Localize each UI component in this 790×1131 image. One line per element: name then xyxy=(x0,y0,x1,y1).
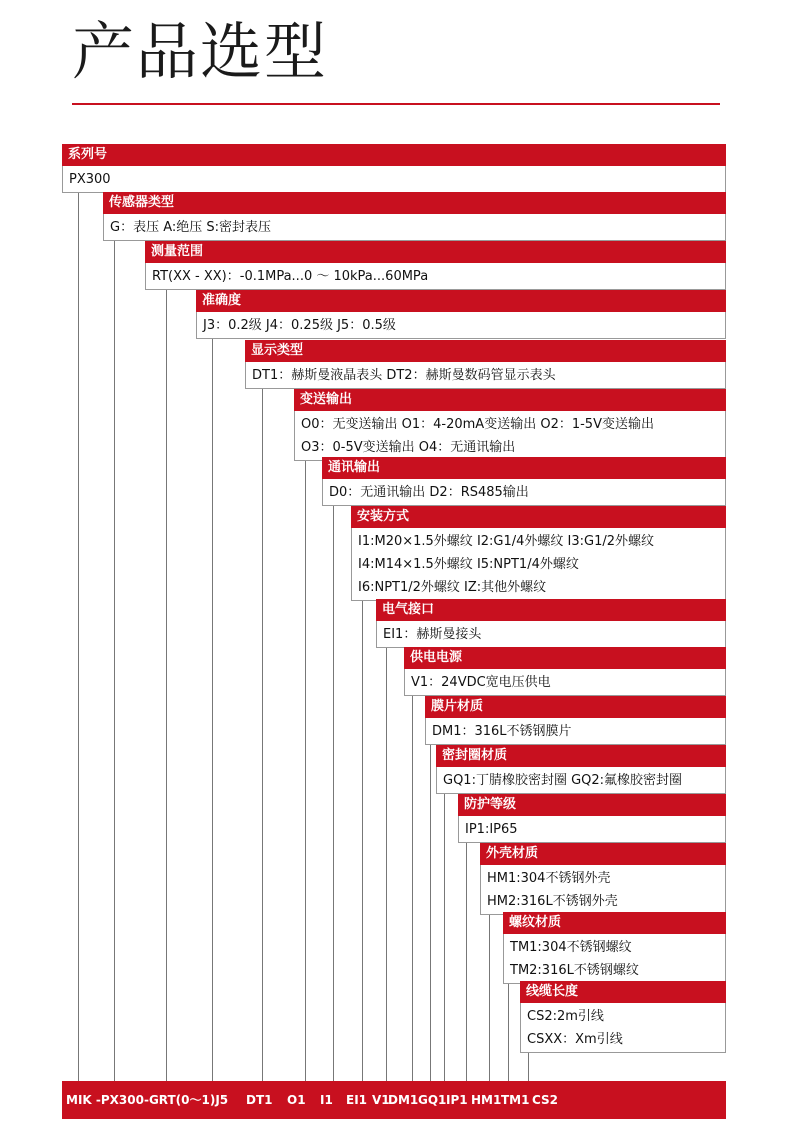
option-group-header: 螺纹材质 xyxy=(503,912,726,934)
model-code-segment: MIK -PX300-GRT(0～1)J5 xyxy=(66,1093,229,1107)
connector-line xyxy=(305,461,306,1081)
option-group xyxy=(103,192,726,241)
option-group-values xyxy=(520,1003,726,1053)
option-group xyxy=(436,745,726,794)
option-group-header: 线缆长度 xyxy=(520,981,726,1003)
connector-line xyxy=(333,506,334,1081)
option-group xyxy=(458,794,726,843)
model-code-segment: DM1 xyxy=(388,1093,419,1107)
option-line: I1:M20×1.5外螺纹 I2:G1/4外螺纹 I3:G1/2外螺纹 xyxy=(358,534,655,549)
connector-line xyxy=(114,241,115,1081)
connector-line xyxy=(528,1053,529,1081)
model-code-segment: EI1 xyxy=(346,1093,368,1107)
option-line: O3：0-5V变送输出 O4：无通讯输出 xyxy=(301,440,516,455)
option-group xyxy=(376,599,726,648)
option-group-header: 系列号 xyxy=(62,144,726,166)
option-line: TM2:316L不锈钢螺纹 xyxy=(510,963,639,978)
option-group-values xyxy=(480,865,726,915)
connector-line xyxy=(78,193,79,1081)
option-group-values xyxy=(322,479,726,506)
option-group-header: 传感器类型 xyxy=(103,192,726,214)
connector-line xyxy=(508,984,509,1081)
option-line: CSXX：Xm引线 xyxy=(527,1032,623,1047)
option-line: CS2:2m引线 xyxy=(527,1009,604,1024)
option-group xyxy=(503,912,726,984)
option-line: J3：0.2级 J4：0.25级 J5：0.5级 xyxy=(203,318,396,333)
option-line: EI1：赫斯曼接头 xyxy=(383,627,482,642)
option-group-header: 防护等级 xyxy=(458,794,726,816)
connector-line xyxy=(412,696,413,1081)
connector-line xyxy=(166,290,167,1081)
option-line: D0：无通讯输出 D2：RS485输出 xyxy=(329,485,529,500)
option-group-header: 安装方式 xyxy=(351,506,726,528)
option-line: TM1:304不锈钢螺纹 xyxy=(510,940,632,955)
option-line: G：表压 A:绝压 S:密封表压 xyxy=(110,220,272,235)
option-group-header: 供电电源 xyxy=(404,647,726,669)
option-group-values xyxy=(245,362,726,389)
option-line: PX300 xyxy=(69,172,111,187)
option-line: I6:NPT1/2外螺纹 IZ:其他外螺纹 xyxy=(358,580,547,595)
model-code-segment: I1 xyxy=(320,1093,333,1107)
option-group-values xyxy=(145,263,726,290)
option-group-values xyxy=(503,934,726,984)
model-code-bar xyxy=(62,1081,726,1119)
option-group xyxy=(480,843,726,915)
option-group-header: 显示类型 xyxy=(245,340,726,362)
option-line: DT1：赫斯曼液晶表头 DT2：赫斯曼数码管显示表头 xyxy=(252,368,556,383)
option-line: DM1：316L不锈钢膜片 xyxy=(432,724,572,739)
option-line: V1：24VDC宽电压供电 xyxy=(411,675,551,690)
option-group xyxy=(294,389,726,461)
option-group-values xyxy=(351,528,726,601)
model-code-segment: TM1 xyxy=(501,1093,530,1107)
option-group-header: 外壳材质 xyxy=(480,843,726,865)
option-line: HM2:316L不锈钢外壳 xyxy=(487,894,618,909)
option-group xyxy=(62,144,726,193)
option-group xyxy=(520,981,726,1053)
option-group-values xyxy=(436,767,726,794)
option-group xyxy=(245,340,726,389)
connector-line xyxy=(430,745,431,1081)
connector-line xyxy=(362,601,363,1081)
option-group-values xyxy=(103,214,726,241)
model-code-segment: DT1 xyxy=(246,1093,273,1107)
title-divider xyxy=(72,103,720,105)
option-group-values xyxy=(62,166,726,193)
option-group-header: 膜片材质 xyxy=(425,696,726,718)
model-code-segment: CS2 xyxy=(532,1093,559,1107)
option-line: GQ1:丁腈橡胶密封圈 GQ2:氟橡胶密封圈 xyxy=(443,773,683,788)
option-line: I4:M14×1.5外螺纹 I5:NPT1/4外螺纹 xyxy=(358,557,579,572)
connector-line xyxy=(489,915,490,1081)
option-group xyxy=(322,457,726,506)
option-group-header: 准确度 xyxy=(196,290,726,312)
connector-line xyxy=(444,794,445,1081)
model-code-segment: V1 xyxy=(372,1093,390,1107)
option-group-header: 测量范围 xyxy=(145,241,726,263)
option-group xyxy=(404,647,726,696)
option-line: O0：无变送输出 O1：4-20mA变送输出 O2：1-5V变送输出 xyxy=(301,417,654,432)
model-code-segment: O1 xyxy=(287,1093,306,1107)
model-code-segment: GQ1 xyxy=(418,1093,447,1107)
option-group-values xyxy=(294,411,726,461)
option-group xyxy=(425,696,726,745)
option-group xyxy=(196,290,726,339)
option-group-values xyxy=(458,816,726,843)
option-line: RT(XX - XX)：-0.1MPa...0 ～ 10kPa...60MPa xyxy=(152,269,429,284)
option-group-values xyxy=(376,621,726,648)
option-group-values xyxy=(404,669,726,696)
option-line: IP1:IP65 xyxy=(465,822,518,837)
option-group-values xyxy=(196,312,726,339)
option-group-values xyxy=(425,718,726,745)
option-group-header: 密封圈材质 xyxy=(436,745,726,767)
connector-line xyxy=(262,389,263,1081)
option-group xyxy=(145,241,726,290)
option-group-header: 通讯输出 xyxy=(322,457,726,479)
option-line: HM1:304不锈钢外壳 xyxy=(487,871,611,886)
connector-line xyxy=(212,339,213,1081)
connector-line xyxy=(386,648,387,1081)
model-code-segment: HM1 xyxy=(471,1093,502,1107)
option-group-header: 电气接口 xyxy=(376,599,726,621)
model-code-segment: IP1 xyxy=(446,1093,468,1107)
connector-line xyxy=(466,843,467,1081)
option-group-header: 变送输出 xyxy=(294,389,726,411)
page-title: 产品选型 xyxy=(72,15,329,88)
option-group xyxy=(351,506,726,601)
